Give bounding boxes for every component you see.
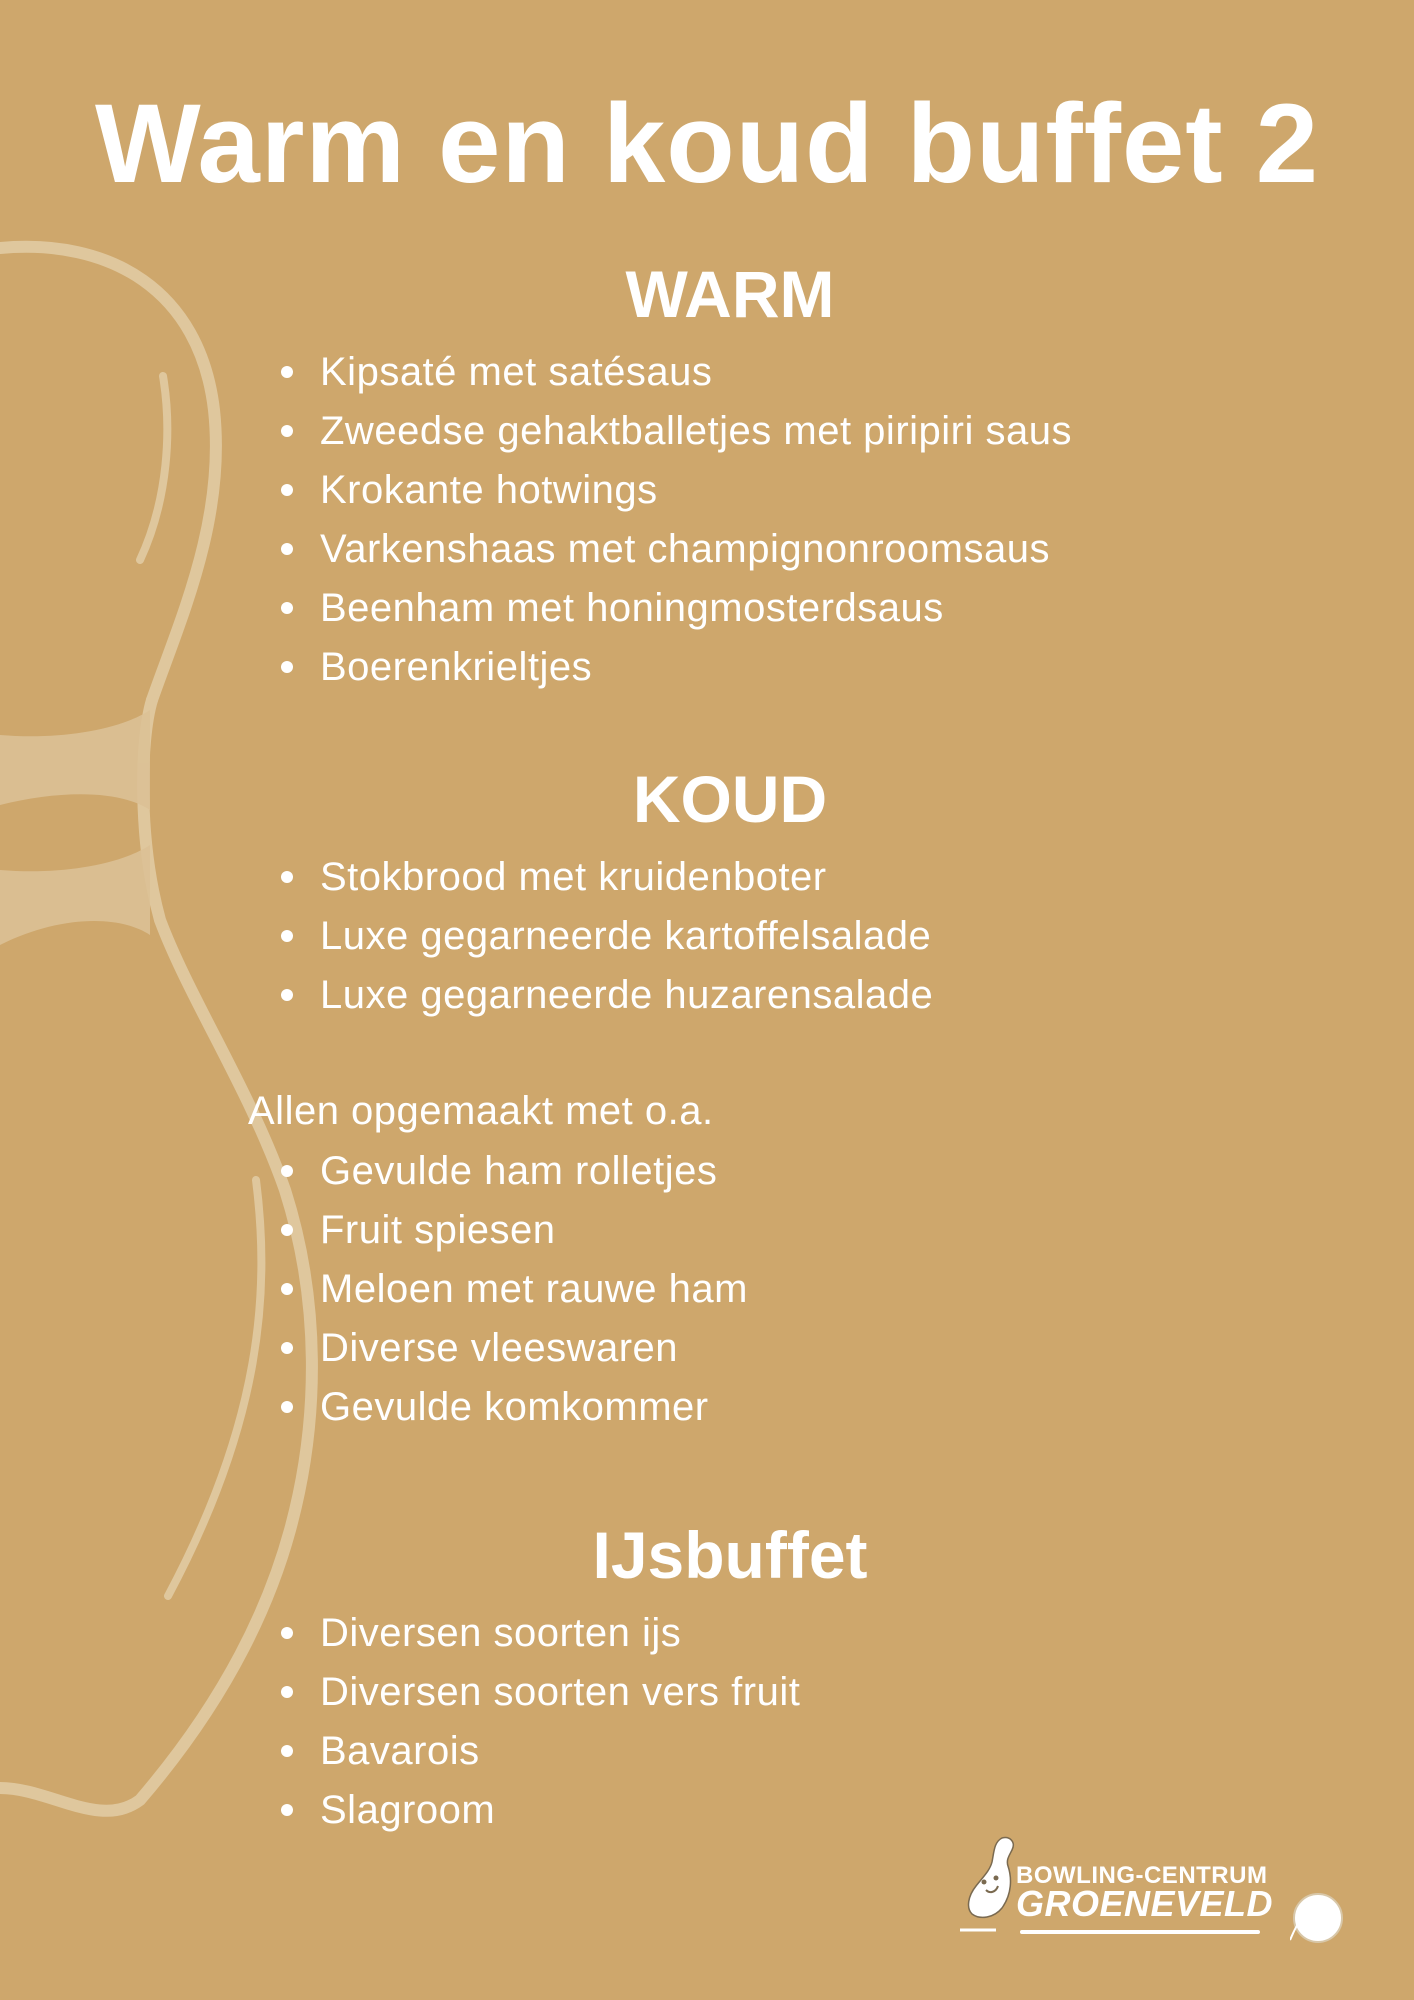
- bullet-icon: [281, 1165, 293, 1177]
- bullet-icon: [281, 930, 293, 942]
- logo-text-line1: BOWLING-CENTRUM: [1016, 1862, 1268, 1889]
- section-heading-warm: WARM: [625, 257, 835, 331]
- bowling-centrum-logo: [950, 1828, 1350, 1948]
- bullet-icon: [281, 484, 293, 496]
- bullet-icon: [281, 661, 293, 673]
- koud-intro-text: Allen opgemaakt met o.a.: [248, 1089, 714, 1133]
- bullet-icon: [281, 989, 293, 1001]
- bullet-icon: [281, 1804, 293, 1816]
- logo-text-line2: GROENEVELD: [1016, 1883, 1274, 1924]
- bullet-icon: [281, 1342, 293, 1354]
- bullet-icon: [281, 543, 293, 555]
- bullet-icon: [281, 366, 293, 378]
- bullet-icon: [281, 1283, 293, 1295]
- bullet-icon: [281, 1627, 293, 1639]
- bullet-icon: [281, 1745, 293, 1757]
- bullet-icon: [281, 871, 293, 883]
- bowling-ball-icon: [1290, 1890, 1346, 1946]
- bullet-icon: [281, 425, 293, 437]
- logo-underline: [1020, 1930, 1260, 1934]
- bullet-icon: [281, 1401, 293, 1413]
- bullet-icon: [281, 1686, 293, 1698]
- bullet-icon: [281, 1224, 293, 1236]
- page-title: Warm en koud buffet 2: [94, 81, 1319, 206]
- bullet-icon: [281, 602, 293, 614]
- section-heading-koud: KOUD: [632, 762, 828, 836]
- section-heading-ijsbuffet: IJsbuffet: [592, 1518, 868, 1592]
